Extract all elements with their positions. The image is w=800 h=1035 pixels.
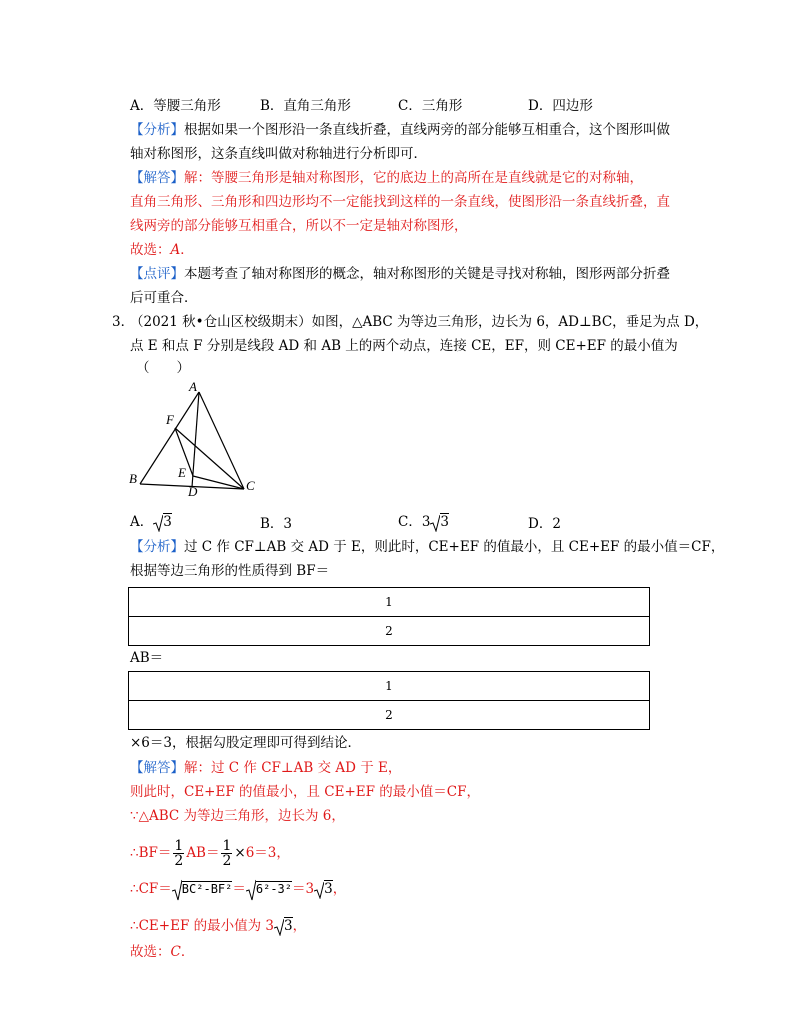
label-e: E — [178, 465, 186, 480]
radicand-3: 3 — [324, 881, 333, 897]
answer-text: 解：等腰三角形是轴对称图形，它的底边上的高所在是直线就是它的对称轴， — [184, 170, 643, 186]
triangle-figure — [120, 378, 270, 500]
cf-tail: ， — [332, 881, 347, 897]
option-a-label: A． — [130, 514, 154, 530]
q3-option-d: D．2 — [528, 516, 561, 532]
q3-option-c — [398, 510, 449, 532]
fraction-half: $\frac{1}{2}$ — [222, 838, 232, 869]
side-ab — [140, 392, 199, 484]
label-c: C — [246, 478, 255, 493]
side-ac — [199, 392, 244, 489]
q3-option-a — [130, 510, 172, 532]
radicand-bc-bf: BC²-BF² — [181, 882, 233, 896]
answer-tag: 【解答】 — [130, 760, 184, 776]
option-a-radicand: 3 — [163, 514, 172, 530]
fraction-half: $\frac{1}{2}$ — [174, 838, 184, 869]
q2-answer-line-2: 直角三角形、三角形和四边形均不一定能找到这样的一条直线，使图形沿一条直线折叠，直 — [130, 194, 670, 210]
q3-analysis-line-2: 根据等边三角形的性质得到 BF＝ — [130, 563, 330, 579]
bf-line — [130, 835, 290, 871]
min-prefix: ∴CE+EF 的最小值为 3 — [130, 918, 274, 934]
fraction-table-2 — [128, 671, 650, 730]
q2-option-c: C．三角形 — [398, 98, 463, 114]
option-c-label: C．3 — [398, 514, 431, 530]
sqrt-sign — [314, 881, 324, 899]
q3-choose — [130, 942, 194, 962]
sqrt-sign — [246, 879, 256, 901]
q3-option-b: B．3 — [260, 516, 293, 532]
q2-option-b: B．直角三角形 — [260, 98, 351, 114]
q2-comment-line-2: 后可重合． — [130, 290, 198, 306]
cf-line — [130, 876, 346, 902]
sqrt-sign — [274, 918, 284, 936]
q3-answer-line-1 — [130, 758, 401, 778]
answer-tag: 【解答】 — [130, 170, 184, 186]
ab-label: AB＝ — [130, 650, 164, 666]
table-cell: 1 — [129, 672, 650, 701]
q2-choose: 故选：A． — [130, 242, 194, 258]
comment-tag: 【点评】 — [130, 266, 184, 282]
equals-three: ＝3 — [292, 881, 315, 897]
sqrt-sign — [172, 879, 182, 901]
q3-answer-line-3: ∵△ABC 为等边三角形，边长为 6， — [130, 808, 345, 824]
choose-letter: A — [170, 242, 181, 258]
q2-option-a: A．等腰三角形 — [130, 98, 221, 114]
bf-prefix: ∴BF＝ — [130, 845, 172, 861]
answer-text: 解：过 C 作 CF⊥AB 交 AD 于 E， — [184, 760, 402, 776]
equals-sign: ＝ — [232, 881, 246, 897]
sqrt-sign — [430, 514, 440, 532]
q3-number: 3． — [112, 314, 135, 330]
q2-comment-line-1 — [130, 264, 670, 284]
table-cell: 2 — [129, 701, 650, 730]
bf-ab: AB＝ — [186, 845, 220, 861]
q3-stem-line-1: （2021 秋•仓山区校级期末）如图，△ABC 为等边三角形，边长为 6，AD⊥BC，垂足为点 D， — [130, 314, 709, 330]
cf-prefix: ∴CF＝ — [130, 881, 172, 897]
table-cell: 1 — [129, 588, 650, 617]
label-f: F — [166, 412, 174, 427]
analysis-tag: 【分析】 — [130, 539, 184, 555]
sqrt-sign — [153, 514, 163, 532]
q3-answer-line-2: 则此时，CE+EF 的值最小，且 CE+EF 的最小值＝CF， — [130, 784, 481, 800]
min-value-line — [130, 914, 306, 938]
analysis-text: 过 C 作 CF⊥AB 交 AD 于 E，则此时，CE+EF 的值最小，且 CE+EF 的最小值＝CF， — [184, 539, 725, 555]
choose-label: 故选： — [130, 944, 171, 960]
radicand-6-3: 6²-3² — [255, 882, 292, 896]
q3-analysis-line-1 — [130, 537, 724, 557]
choose-letter: C — [170, 944, 181, 960]
after-table-text: ×6＝3，根据勾股定理即可得到结论． — [130, 735, 361, 751]
fraction-table-1 — [128, 587, 650, 646]
choose-label: 故选： — [130, 242, 171, 258]
analysis-tag: 【分析】 — [130, 122, 184, 138]
q2-answer-line-3: 线两旁的部分能够互相重合，所以不一定是轴对称图形， — [130, 218, 468, 234]
q3-stem-line-2: 点 E 和点 F 分别是线段 AD 和 AB 上的两个动点，连接 CE，EF，则 CE+EF 的最小值为 — [130, 338, 678, 354]
segment-ad — [192, 392, 199, 487]
times-sign: × — [234, 845, 246, 861]
comment-text: 本题考查了轴对称图形的概念，轴对称图形的关键是寻找对称轴，图形两部分折叠 — [184, 266, 670, 282]
option-c-radicand: 3 — [440, 514, 450, 530]
q2-analysis-line-2: 轴对称图形，这条直线叫做对称轴进行分析即可． — [130, 146, 427, 162]
choose-end: ． — [180, 944, 195, 960]
label-b: B — [129, 471, 137, 486]
label-d: D — [188, 484, 198, 499]
min-tail: ， — [292, 918, 307, 934]
q3-stem-line-3: （ ） — [136, 360, 190, 376]
analysis-text: 根据如果一个图形沿一条直线折叠，直线两旁的部分能够互相重合，这个图形叫做 — [184, 122, 670, 138]
min-radicand: 3 — [283, 918, 293, 934]
q2-answer-line-1 — [130, 168, 643, 188]
q2-option-d: D．四边形 — [528, 98, 593, 114]
table-cell: 2 — [129, 617, 650, 646]
label-a: A — [189, 379, 197, 394]
q2-analysis-line-1 — [130, 120, 670, 140]
bf-tail: 6＝3， — [245, 845, 290, 861]
